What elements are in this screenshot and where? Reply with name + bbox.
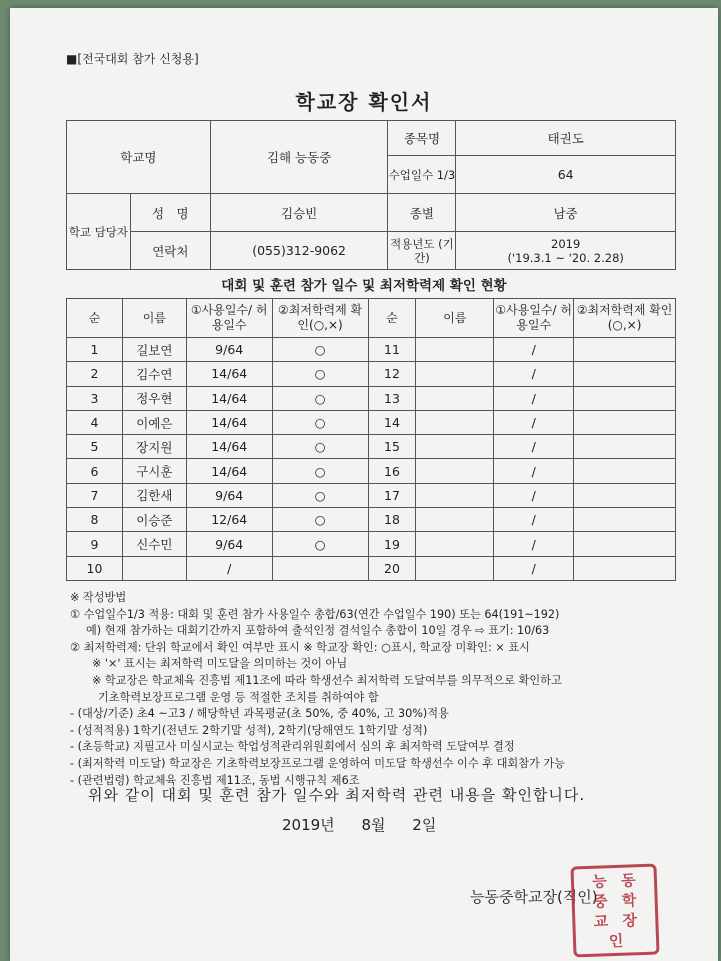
note-line: ② 최저학력제: 단위 학교에서 확인 여부만 표시 ※ 학교장 확인: ○표시, 학교장 미확인: × 표시 xyxy=(70,640,530,654)
cell-name: 정우현 xyxy=(122,386,186,410)
cell-days: 9/64 xyxy=(186,338,272,362)
seal-glyph: 동 xyxy=(620,870,636,890)
cell-no: 5 xyxy=(67,435,123,459)
cell-no: 10 xyxy=(67,556,123,580)
year-label: 적용년도 (기간) xyxy=(388,232,456,270)
cell-check: ○ xyxy=(272,362,368,386)
header-cell: 순 xyxy=(368,299,416,338)
history-row xyxy=(67,508,676,532)
event-label: 종목명 xyxy=(388,121,456,156)
history-row xyxy=(67,435,676,459)
document-page xyxy=(10,8,718,961)
cell-no: 17 xyxy=(368,483,416,507)
cell-check xyxy=(574,435,676,459)
cell-days: 14/64 xyxy=(186,362,272,386)
note-line: - (대상/기준) 초4 ~고3 / 해당학년 과목평균(초 50%, 중 40%, 고 30%)적용 xyxy=(70,707,449,721)
date-day: 2일 xyxy=(412,816,437,834)
cell-no: 8 xyxy=(67,508,123,532)
seal-glyph: 중 xyxy=(592,891,608,911)
cell-name xyxy=(416,435,494,459)
note-line: - (관련법령) 학교체육 진흥법 제11조, 동법 시행규칙 제6조 xyxy=(70,773,360,787)
note-line: 예) 현재 참가하는 대회기간까지 포함하여 출석인정 결석일수 총합이 10일 경우 ⇨ 표기: 10/63 xyxy=(86,624,550,638)
cell-name: 길보연 xyxy=(122,338,186,362)
cell-name xyxy=(416,338,494,362)
cell-days: / xyxy=(494,532,574,556)
cell-name xyxy=(416,386,494,410)
cell-check xyxy=(574,532,676,556)
cell-days: / xyxy=(494,556,574,580)
contact-value: (055)312-9062 xyxy=(210,232,388,270)
gender-label: 종별 xyxy=(388,194,456,232)
note-line: - (최저학력 미도달) 학교장은 기초학력보장프로그램 운영하여 미도달 학생선수 이수 후 대회참가 가능 xyxy=(70,756,565,770)
cell-name: 이승준 xyxy=(122,508,186,532)
seal-glyph: 교 xyxy=(593,911,609,931)
official-seal-stamp xyxy=(570,864,659,958)
history-row xyxy=(67,532,676,556)
cell-check xyxy=(574,386,676,410)
cell-check: ○ xyxy=(272,338,368,362)
header-cell: 이름 xyxy=(122,299,186,338)
cell-check: ○ xyxy=(272,410,368,434)
note-line: - (성적적용) 1학기(전년도 2학기말 성적), 2학기(당해연도 1학기말 성적) xyxy=(70,723,428,737)
history-table xyxy=(66,298,676,581)
cell-check xyxy=(574,556,676,580)
cell-name xyxy=(416,362,494,386)
date-year: 2019년 xyxy=(282,816,335,834)
info-table xyxy=(66,120,676,270)
cell-days: 14/64 xyxy=(186,435,272,459)
cell-name xyxy=(416,483,494,507)
cell-no: 19 xyxy=(368,532,416,556)
cell-no: 1 xyxy=(67,338,123,362)
seal-glyph: 장 xyxy=(622,910,638,930)
cell-days: / xyxy=(494,362,574,386)
date-month: 8월 xyxy=(361,816,386,834)
document-title: 학교장 확인서 xyxy=(295,90,433,114)
document-date xyxy=(282,814,458,835)
cell-name xyxy=(416,532,494,556)
history-subtitle: 대회 및 훈련 참가 일수 및 최저학력제 확인 현황 xyxy=(221,278,507,294)
notes-section xyxy=(70,590,710,789)
history-row xyxy=(67,483,676,507)
cell-no: 4 xyxy=(67,410,123,434)
cell-check: ○ xyxy=(272,508,368,532)
cell-name xyxy=(416,508,494,532)
cell-no: 12 xyxy=(368,362,416,386)
year-value: 2019 xyxy=(551,236,581,251)
cell-check xyxy=(574,508,676,532)
cell-days: / xyxy=(186,556,272,580)
cell-days: / xyxy=(494,410,574,434)
cell-no: 11 xyxy=(368,338,416,362)
cell-no: 16 xyxy=(368,459,416,483)
cell-days: 14/64 xyxy=(186,386,272,410)
note-line: ※ '×' 표시는 최저학력 미도달을 의미하는 것이 아님 xyxy=(92,657,348,671)
cell-days: / xyxy=(494,508,574,532)
days-value: 64 xyxy=(456,156,676,194)
cell-name: 이예은 xyxy=(122,410,186,434)
cell-name: 김한새 xyxy=(122,483,186,507)
cell-days: / xyxy=(494,435,574,459)
cell-days: 9/64 xyxy=(186,532,272,556)
cell-name: 구시훈 xyxy=(122,459,186,483)
cell-name xyxy=(416,459,494,483)
cell-check: ○ xyxy=(272,435,368,459)
cell-name: 김수연 xyxy=(122,362,186,386)
header-cell: ①사용일수/ 허용일수 xyxy=(494,299,574,338)
header-cell: ②최저학력제 확인(○,×) xyxy=(272,299,368,338)
seal-glyph: 학 xyxy=(621,890,637,910)
cell-check xyxy=(574,362,676,386)
cell-no: 2 xyxy=(67,362,123,386)
cell-name: 신수민 xyxy=(122,532,186,556)
cell-no: 7 xyxy=(67,483,123,507)
seal-glyph: 인 xyxy=(608,931,624,950)
cell-days: / xyxy=(494,386,574,410)
school-value: 김해 능동중 xyxy=(210,121,388,194)
event-value: 태권도 xyxy=(456,121,676,156)
cell-name xyxy=(416,410,494,434)
note-line: 기초학력보장프로그램 운영 등 적절한 조치를 취하여야 함 xyxy=(98,690,379,704)
name-value: 김승빈 xyxy=(210,194,388,232)
cell-name xyxy=(416,556,494,580)
cell-check xyxy=(574,483,676,507)
history-row xyxy=(67,459,676,483)
cell-days: / xyxy=(494,483,574,507)
cell-check: ○ xyxy=(272,532,368,556)
name-label: 성 명 xyxy=(130,194,210,232)
history-row xyxy=(67,556,676,580)
cell-check: ○ xyxy=(272,459,368,483)
note-line: ① 수업일수1/3 적용: 대회 및 훈련 참가 사용일수 총합/63(연간 수업일수 190) 또는 64(191~192) xyxy=(70,607,560,621)
form-tag: ■[전국대회 참가 신청용] xyxy=(66,52,199,66)
cell-no: 15 xyxy=(368,435,416,459)
cell-days: 9/64 xyxy=(186,483,272,507)
cell-no: 6 xyxy=(67,459,123,483)
notes-heading: ※ 작성방법 xyxy=(70,591,127,604)
note-line: ※ 학교장은 학교체육 진흥법 제11조에 따라 학생선수 최저학력 도달여부를 의무적으로 확인하고 xyxy=(92,673,562,687)
confirm-statement: 위와 같이 대회 및 훈련 참가 일수와 최저학력 관련 내용을 확인합니다. xyxy=(88,786,586,804)
history-row xyxy=(67,338,676,362)
cell-days: / xyxy=(494,459,574,483)
cell-days: 12/64 xyxy=(186,508,272,532)
cell-no: 14 xyxy=(368,410,416,434)
cell-name xyxy=(122,556,186,580)
period-value: ('19.3.1 ~ '20. 2.28) xyxy=(507,250,624,265)
cell-no: 20 xyxy=(368,556,416,580)
days-label: 수업일수 1/3 xyxy=(388,156,456,194)
cell-check xyxy=(574,338,676,362)
seal-glyph: 능 xyxy=(591,871,608,891)
cell-check xyxy=(272,556,368,580)
header-cell: ②최저학력제 확인(○,×) xyxy=(574,299,676,338)
cell-no: 18 xyxy=(368,508,416,532)
year-period-cell xyxy=(456,232,676,270)
header-cell: 이름 xyxy=(416,299,494,338)
principal-signature: 능동중학교장(직인) xyxy=(470,888,598,906)
header-cell: 순 xyxy=(67,299,123,338)
cell-days: 14/64 xyxy=(186,459,272,483)
cell-no: 3 xyxy=(67,386,123,410)
history-row xyxy=(67,362,676,386)
cell-check: ○ xyxy=(272,386,368,410)
cell-no: 13 xyxy=(368,386,416,410)
cell-days: 14/64 xyxy=(186,410,272,434)
cell-no: 9 xyxy=(67,532,123,556)
cell-check xyxy=(574,459,676,483)
gender-value: 남중 xyxy=(456,194,676,232)
manager-label: 학교 담당자 xyxy=(67,194,131,270)
history-row xyxy=(67,386,676,410)
contact-label: 연락처 xyxy=(130,232,210,270)
history-row xyxy=(67,410,676,434)
note-line: - (초등학교) 지필고사 미실시교는 학업성적관리위원회에서 심의 후 최저학력 도달여부 결정 xyxy=(70,740,515,754)
cell-days: / xyxy=(494,338,574,362)
cell-check xyxy=(574,410,676,434)
history-table-body xyxy=(67,299,676,581)
history-header-row xyxy=(67,299,676,338)
school-label: 학교명 xyxy=(67,121,211,194)
cell-name: 장지원 xyxy=(122,435,186,459)
cell-check: ○ xyxy=(272,483,368,507)
header-cell: ①사용일수/ 허용일수 xyxy=(186,299,272,338)
